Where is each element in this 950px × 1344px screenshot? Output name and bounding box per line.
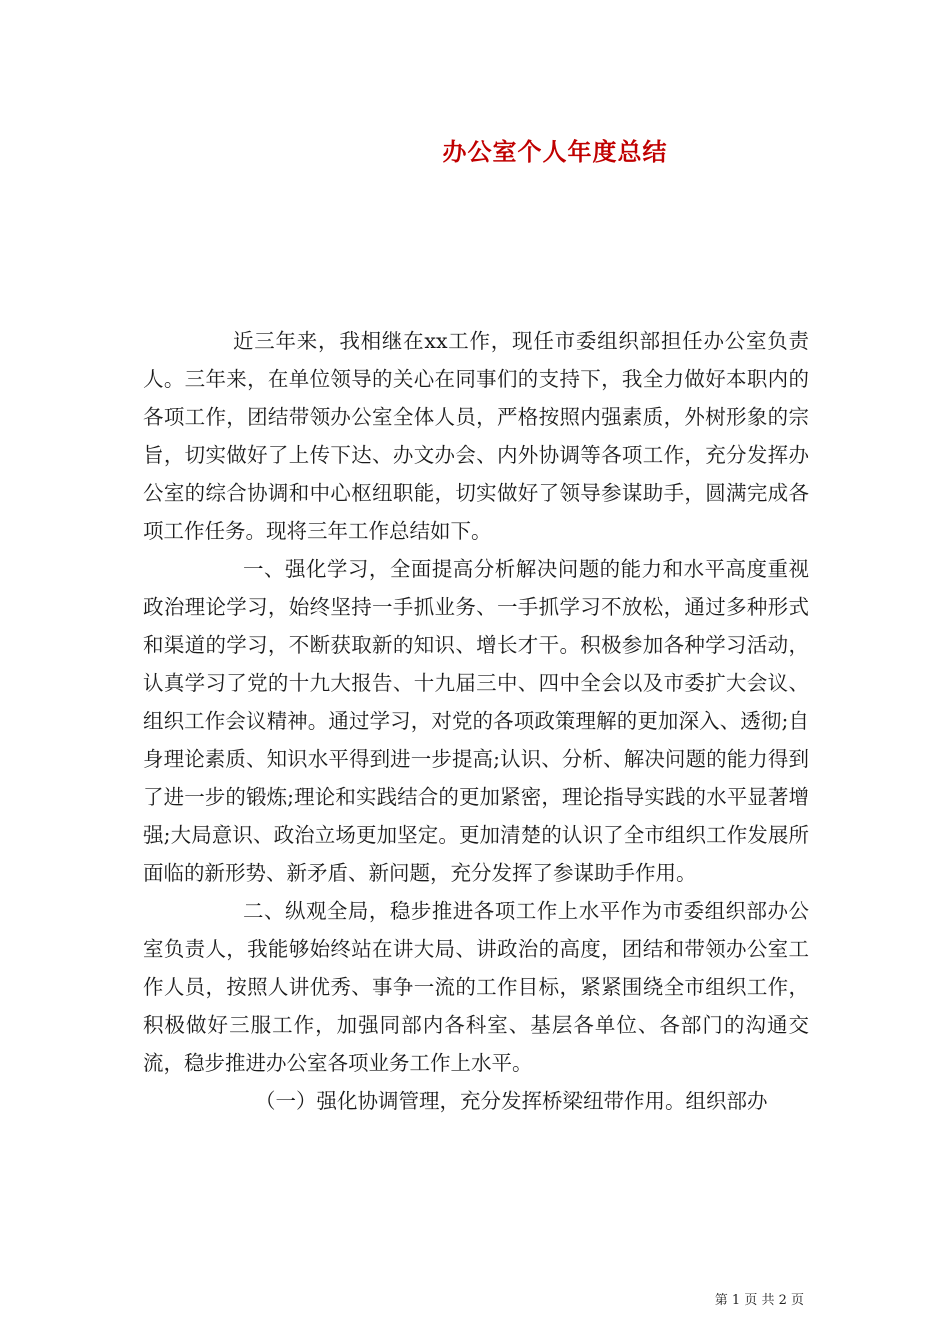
paragraph-intro: 近三年来，我相继在xx工作，现任市委组织部担任办公室负责人。三年来，在单位领导的关心在同事们的支持下，我全力做好本职内的各项工作，团结带领办公室全体人员，严格按照内强素质，外树形象的宗旨，切实做好了上传下达、办文办会、内外协调等各项工作，充分发挥办公室的综合协调和中心枢纽职能，切实做好了领导参谋助手，圆满完成各项工作任务。现将三年工作总结如下。 (143, 329, 809, 543)
paragraph-subsection-1: （一）强化协调管理，充分发挥桥梁纽带作用。组织部办 (255, 1089, 768, 1113)
document-title-text: 办公室个人年度总结 (442, 137, 668, 166)
document-body (143, 322, 809, 1120)
document-title (0, 132, 950, 167)
page-number-footer: 第 1 页 共 2 页 (714, 1293, 804, 1308)
paragraph-section-1: 一、强化学习，全面提高分析解决问题的能力和水平高度重视政治理论学习，始终坚持一手抓业务、一手抓学习不放松，通过多种形式和渠道的学习，不断获取新的知识、增长才干。积极参加各种学习活动，认真学习了党的十九大报告、十九届三中、四中全会以及市委扩大会议、组织工作会议精神。通过学习，对党的各项政策理解的更加深入、透彻;自身理论素质、知识水平得到进一步提高;认识、分析、解决问题的能力得到了进一步的锻炼;理论和实践结合的更加紧密，理论指导实践的水平显著增强;大局意识、政治立场更加坚定。更加清楚的认识了全市组织工作发展所面临的新形势、新矛盾、新问题，充分发挥了参谋助手作用。 (143, 557, 809, 885)
paragraph-section-2: 二、纵观全局，稳步推进各项工作上水平作为市委组织部办公室负责人，我能够始终站在讲大局、讲政治的高度，团结和带领办公室工作人员，按照人讲优秀、事争一流的工作目标，紧紧围绕全市组织工作，积极做好三服工作，加强同部内各科室、基层各单位、各部门的沟通交流，稳步推进办公室各项业务工作上水平。 (143, 899, 809, 1075)
